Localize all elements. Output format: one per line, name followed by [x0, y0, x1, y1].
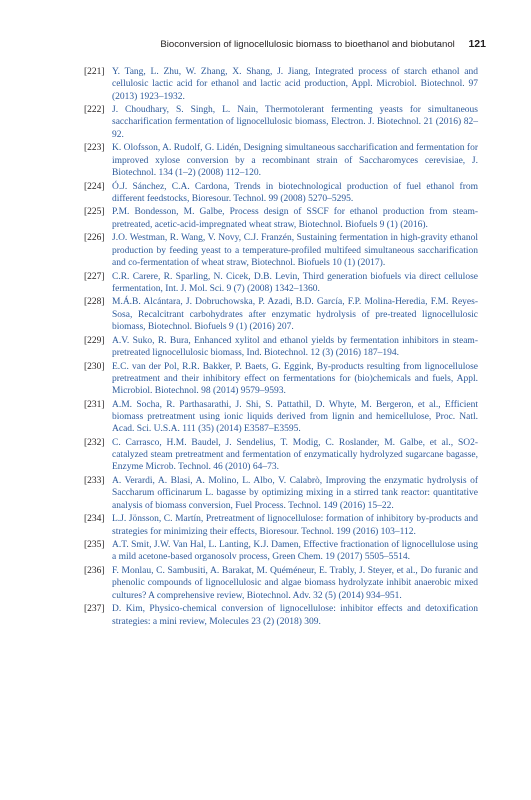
- reference-number: [237]: [84, 604, 105, 615]
- reference-item: [84, 66, 478, 103]
- reference-number: [230]: [84, 361, 105, 372]
- reference-number: [222]: [84, 105, 105, 116]
- reference-link[interactable]: A.V. Suko, R. Bura, Enhanced xylitol and ethanol yields by fermentation inhibitors in steam-pretreated lignocellulosic biomass, Ind. Biotechnol. 12 (3) (2016) 187–194.: [112, 335, 478, 358]
- reference-link[interactable]: J. Choudhary, S. Singh, L. Nain, Thermotolerant fermenting yeasts for simultaneous saccharification fermentation of lignocellulosic biomass, Electron. J. Biotechnol. 21 (2016) 82–92.: [112, 105, 478, 140]
- reference-number: [234]: [84, 514, 105, 525]
- reference-link[interactable]: E.C. van der Pol, R.R. Bakker, P. Baets, G. Eggink, By-products resulting from lignocellulose pretreatment and their inhibitory effect on fermentations for (bio)chemicals and fuels, Appl. Microbiol. Biotechnol. 98 (2014) 9579–9593.: [112, 361, 478, 397]
- reference-item: [84, 104, 478, 141]
- reference-number: [229]: [84, 335, 105, 346]
- reference-link[interactable]: Ó.J. Sánchez, C.A. Cardona, Trends in biotechnological production of fuel ethanol from different feedstocks, Bioresour. Technol. 99 (2008) 5270–5295.: [112, 181, 478, 204]
- reference-number: [233]: [84, 476, 105, 487]
- running-header: [160, 38, 486, 50]
- reference-item: [84, 399, 478, 436]
- reference-number: [227]: [84, 271, 105, 282]
- reference-item: [84, 206, 478, 231]
- reference-number: [226]: [84, 233, 105, 244]
- reference-number: [221]: [84, 67, 105, 77]
- reference-item: [84, 539, 478, 564]
- reference-link[interactable]: A.M. Socha, R. Parthasarathi, J. Shi, S. Pattathil, D. Whyte, M. Bergeron, et al., Efficient biomass pretreatment using ionic liquids derived from lignin and hemicellulose, Proc. Natl. Acad. Sci. U.S.A. 111 (35) (2014) E3587–E3595.: [112, 399, 478, 435]
- reference-number: [236]: [84, 566, 105, 577]
- reference-link[interactable]: K. Olofsson, A. Rudolf, G. Lidén, Designing simultaneous saccharification and fermentation for improved xylose conversion by a recombinant strain of Saccharomyces cerevisiae, J. Biotechnol. 134 (1–2) (2008) 112–120.: [112, 143, 478, 178]
- reference-item: [84, 437, 478, 474]
- reference-item: [84, 603, 478, 628]
- reference-item: [84, 142, 478, 179]
- reference-link[interactable]: P.M. Bondesson, M. Galbe, Process design of SSCF for ethanol production from steam-pretreated, acetic-acid-impregnated wheat straw, Biotechnol. Biofuels 9 (1) (2016).: [112, 207, 478, 230]
- page-number: 121: [468, 38, 486, 50]
- reference-link[interactable]: A.T. Smit, J.W. Van Hal, L. Lanting, K.J. Damen, Effective fractionation of lignocellulose using a mild acetone-based organosolv process, Green Chem. 19 (2017) 5505–5514.: [112, 540, 478, 563]
- reference-number: [224]: [84, 181, 105, 192]
- running-header-title: Bioconversion of lignocellulosic biomass to bioethanol and biobutanol: [160, 39, 455, 50]
- reference-item: [84, 232, 478, 269]
- reference-item: [84, 513, 478, 538]
- reference-list: [84, 66, 478, 629]
- reference-item: [84, 361, 478, 398]
- reference-link[interactable]: C. Carrasco, H.M. Baudel, J. Sendelius, T. Modig, C. Roslander, M. Galbe, et al., SO2-catalyzed steam pretreatment and fermentation of enzymatically hydrolyzed sugarcane bagasse, Enzyme Microb. Technol. 46 (2010) 64–73.: [112, 437, 478, 473]
- reference-link[interactable]: C.R. Carere, R. Sparling, N. Cicek, D.B. Levin, Third generation biofuels via direct cellulose fermentation, Int. J. Mol. Sci. 9 (7) (2008) 1342–1360.: [112, 271, 478, 294]
- reference-item: [84, 475, 478, 512]
- reference-link[interactable]: J.O. Westman, R. Wang, V. Novy, C.J. Franzén, Sustaining fermentation in high-gravity ethanol production by feeding yeast to a temperature-profiled multifeed simultaneous saccharification and co-fermentation of wheat straw, Biotechnol. Biofuels 10 (1) (2017).: [112, 233, 478, 268]
- reference-link[interactable]: D. Kim, Physico-chemical conversion of lignocellulose: inhibitor effects and detoxification strategies: a mini review, Molecules 23 (2) (2018) 309.: [112, 604, 478, 627]
- reference-link[interactable]: F. Monlau, C. Sambusiti, A. Barakat, M. Quéméneur, E. Trably, J. Steyer, et al., Do furanic and phenolic compounds of lignocellulosic and algae biomass hydrolyzate inhibit anaerobic mixed cultures? A comprehensive review, Biotechnol. Adv. 32 (5) (2014) 934–951.: [112, 566, 478, 601]
- reference-number: [231]: [84, 399, 105, 410]
- reference-item: [84, 271, 478, 296]
- reference-number: [235]: [84, 540, 105, 551]
- reference-link[interactable]: M.Á.B. Alcántara, J. Dobruchowska, P. Azadi, B.D. García, F.P. Molina-Heredia, F.M. Reyes-Sosa, Recalcitrant carbohydrates after enzymatic hydrolysis of pre-treated lignocellulosic biomass, Biotechnol. Biofuels 9 (1) (2016) 207.: [112, 297, 478, 333]
- reference-item: [84, 335, 478, 360]
- reference-item: [84, 565, 478, 602]
- reference-number: [228]: [84, 297, 105, 308]
- reference-number: [232]: [84, 437, 105, 448]
- reference-link[interactable]: A. Verardi, A. Blasi, A. Molino, L. Albo, V. Calabrò, Improving the enzymatic hydrolysis of Saccharum officinarum L. bagasse by optimizing mixing in a stirred tank reactor: quantitative analysis of biomass conversion, Fuel Process. Technol. 149 (2016) 15–22.: [112, 476, 478, 511]
- reference-link[interactable]: L.J. Jönsson, C. Martín, Pretreatment of lignocellulose: formation of inhibitory by-products and strategies for minimizing their effects, Bioresour. Technol. 199 (2016) 103–112.: [112, 514, 478, 537]
- reference-link[interactable]: Y. Tang, L. Zhu, W. Zhang, X. Shang, J. Jiang, Integrated process of starch ethanol and cellulosic lactic acid for ethanol and lactic acid production, Appl. Microbiol. Biotechnol. 97 (2013) 1923–1932.: [112, 67, 478, 102]
- reference-number: [225]: [84, 207, 105, 218]
- reference-number: [223]: [84, 143, 105, 154]
- reference-item: [84, 181, 478, 206]
- reference-item: [84, 296, 478, 333]
